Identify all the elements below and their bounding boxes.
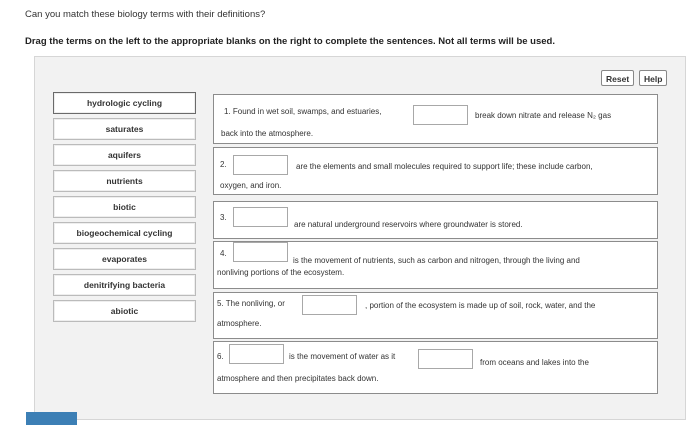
sentence-3-text-post: are natural underground reservoirs where groundwater is stored. xyxy=(294,220,523,229)
sentence-4-text-line2: nonliving portions of the ecosystem. xyxy=(217,268,345,277)
blank-3[interactable] xyxy=(233,207,288,227)
sentence-5-text-post: , portion of the ecosystem is made up of soil, rock, water, and the xyxy=(365,301,596,310)
sentence-2-text-line2: oxygen, and iron. xyxy=(220,181,282,190)
term-nutrients[interactable]: nutrients xyxy=(53,170,196,192)
sentence-3 xyxy=(213,201,658,239)
sentence-6-text-line2: atmosphere and then precipitates back down. xyxy=(217,374,379,383)
term-hydrologic-cycling[interactable]: hydrologic cycling xyxy=(53,92,196,114)
blank-6[interactable] xyxy=(229,344,284,364)
term-biotic[interactable]: biotic xyxy=(53,196,196,218)
sentence-2-text-post: are the elements and small molecules required to support life; these include carbon, xyxy=(296,162,593,171)
help-button[interactable]: Help xyxy=(639,70,667,86)
sentence-5-text-line2: atmosphere. xyxy=(217,319,262,328)
sentence-1-text-post: break down nitrate and release N₂ gas xyxy=(475,111,612,120)
blank-4[interactable] xyxy=(233,242,288,262)
sentence-6-text-mid: is the movement of water as it xyxy=(289,352,396,361)
sentence-5 xyxy=(213,292,658,339)
term-aquifers[interactable]: aquifers xyxy=(53,144,196,166)
sentence-2-text-pre: 2. xyxy=(220,160,227,169)
sentence-2 xyxy=(213,147,658,195)
sentence-1-text-line2: back into the atmosphere. xyxy=(221,129,314,138)
sentence-1-text-pre: 1. Found in wet soil, swamps, and estuaries, xyxy=(224,107,382,116)
term-denitrifying-bacteria[interactable]: denitrifying bacteria xyxy=(53,274,196,296)
sentence-6-text-post: from oceans and lakes into the xyxy=(480,358,589,367)
term-evaporates[interactable]: evaporates xyxy=(53,248,196,270)
sentence-6 xyxy=(213,341,658,394)
sentence-1 xyxy=(213,94,658,144)
reset-button[interactable]: Reset xyxy=(601,70,634,86)
sentence-6-text-pre: 6. xyxy=(217,352,224,361)
blank-1[interactable] xyxy=(413,105,468,125)
blank-2[interactable] xyxy=(233,155,288,175)
sentence-5-text-pre: 5. The nonliving, or xyxy=(217,299,285,308)
sentence-3-text-pre: 3. xyxy=(220,213,227,222)
blank-7[interactable] xyxy=(418,349,473,369)
term-biogeochemical-cycling[interactable]: biogeochemical cycling xyxy=(53,222,196,244)
term-abiotic[interactable]: abiotic xyxy=(53,300,196,322)
sentence-4-text-post: is the movement of nutrients, such as carbon and nitrogen, through the living and xyxy=(293,256,580,265)
sentence-4-text-pre: 4. xyxy=(220,249,227,258)
sentence-4 xyxy=(213,241,658,289)
submit-button-partial[interactable] xyxy=(26,412,77,425)
question-line-1: Can you match these biology terms with their definitions? xyxy=(25,9,266,20)
blank-5[interactable] xyxy=(302,295,357,315)
question-instructions: Drag the terms on the left to the appropriate blanks on the right to complete the sentences. Not all terms will be used. xyxy=(25,36,555,47)
term-saturates[interactable]: saturates xyxy=(53,118,196,140)
